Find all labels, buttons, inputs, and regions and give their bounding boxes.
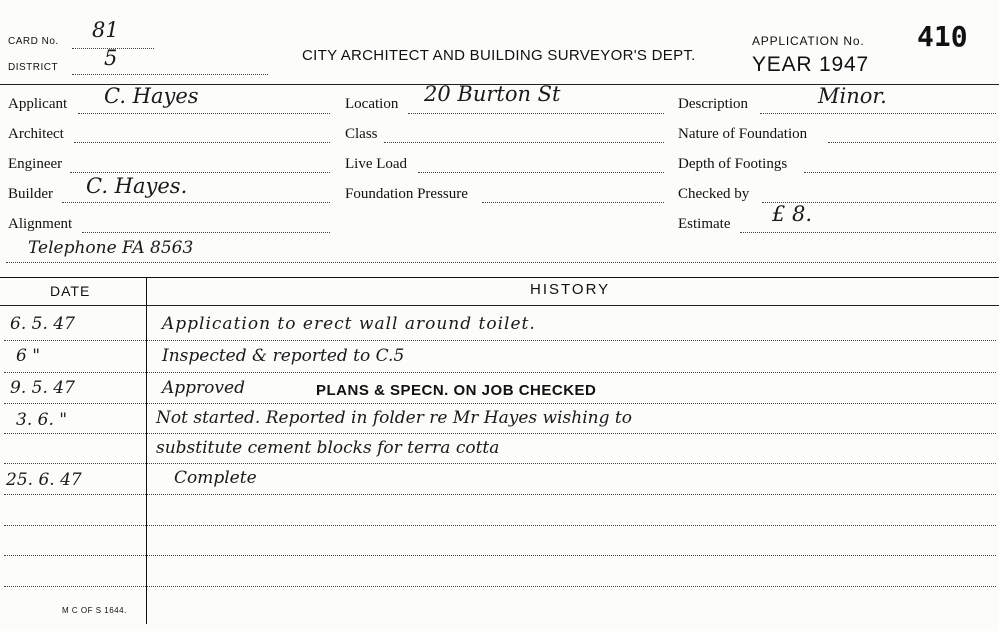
application-no-label: APPLICATION No. xyxy=(752,34,865,48)
history-ruled-line xyxy=(4,463,996,464)
architect-label: Architect xyxy=(8,126,64,142)
depth-of-footings-label: Depth of Footings xyxy=(678,156,788,172)
history-ruled-line xyxy=(4,586,996,587)
history-ruled-line xyxy=(4,340,996,341)
history-ruled-line xyxy=(4,555,996,556)
history-entry: Inspected & reported to C.5 xyxy=(162,346,405,366)
applicant-line xyxy=(78,113,330,114)
history-entry: Complete xyxy=(174,468,257,488)
history-entry: Approved xyxy=(162,378,245,398)
application-no-value: 410 xyxy=(917,20,968,53)
history-entry: Not started. Reported in folder re Mr Hayes wishing to xyxy=(156,408,632,428)
builder-value: C. Hayes. xyxy=(86,174,188,198)
history-ruled-line xyxy=(4,433,996,434)
history-date: 3. 6. " xyxy=(16,410,68,430)
applicant-value: C. Hayes xyxy=(104,84,199,108)
telephone-line xyxy=(6,262,996,263)
district-value: 5 xyxy=(104,46,118,70)
card-no-label: CARD No. xyxy=(8,36,59,47)
estimate-value: £ 8. xyxy=(772,202,813,226)
history-date: 6 " xyxy=(16,346,41,366)
engineer-line xyxy=(70,172,330,173)
class-line xyxy=(384,142,664,143)
builder-line xyxy=(62,202,330,203)
nature-of-foundation-label: Nature of Foundation xyxy=(678,126,808,142)
plans-checked-stamp: PLANS & SPECN. ON JOB CHECKED xyxy=(316,382,597,399)
nature-of-foundation-line xyxy=(828,142,996,143)
applicant-label: Applicant xyxy=(8,96,68,112)
estimate-label: Estimate xyxy=(678,216,731,232)
history-ruled-line xyxy=(4,372,996,373)
location-line xyxy=(408,113,664,114)
estimate-line xyxy=(740,232,996,233)
history-entry: Application to erect wall around toilet. xyxy=(162,314,536,334)
architect-line xyxy=(74,142,330,143)
foundation-pressure-line xyxy=(482,202,664,203)
district-label: DISTRICT xyxy=(8,62,59,73)
history-entry: substitute cement blocks for terra cotta xyxy=(156,438,500,458)
date-column-header: DATE xyxy=(50,283,91,299)
engineer-label: Engineer xyxy=(8,156,63,172)
alignment-label: Alignment xyxy=(8,216,73,232)
class-label: Class xyxy=(345,126,378,142)
history-column-header: HISTORY xyxy=(530,281,611,298)
history-ruled-line xyxy=(4,403,996,404)
card-no-value: 81 xyxy=(92,18,119,42)
location-label: Location xyxy=(345,96,399,112)
history-date: 9. 5. 47 xyxy=(10,378,75,398)
description-label: Description xyxy=(678,96,748,112)
history-column-divider xyxy=(146,278,147,624)
alignment-line xyxy=(82,232,330,233)
location-value: 20 Burton St xyxy=(424,82,561,106)
form-code: M C OF S 1644. xyxy=(62,606,127,615)
history-ruled-line xyxy=(4,494,996,495)
district-line xyxy=(72,74,268,75)
builder-label: Builder xyxy=(8,186,53,202)
history-date: 25. 6. 47 xyxy=(6,470,82,490)
description-line xyxy=(760,113,996,114)
year-label: YEAR 1947 xyxy=(752,53,869,76)
history-ruled-line xyxy=(4,525,996,526)
history-top-rule xyxy=(0,277,999,278)
checked-by-label: Checked by xyxy=(678,186,750,202)
live-load-label: Live Load xyxy=(345,156,408,172)
live-load-line xyxy=(418,172,664,173)
depth-of-footings-line xyxy=(804,172,996,173)
telephone-note: Telephone FA 8563 xyxy=(28,238,194,258)
department-title: CITY ARCHITECT AND BUILDING SURVEYOR'S DEPT. xyxy=(302,47,696,64)
history-date: 6. 5. 47 xyxy=(10,314,75,334)
history-header-rule xyxy=(0,305,999,306)
foundation-pressure-label: Foundation Pressure xyxy=(345,186,468,202)
description-value: Minor. xyxy=(818,84,887,108)
